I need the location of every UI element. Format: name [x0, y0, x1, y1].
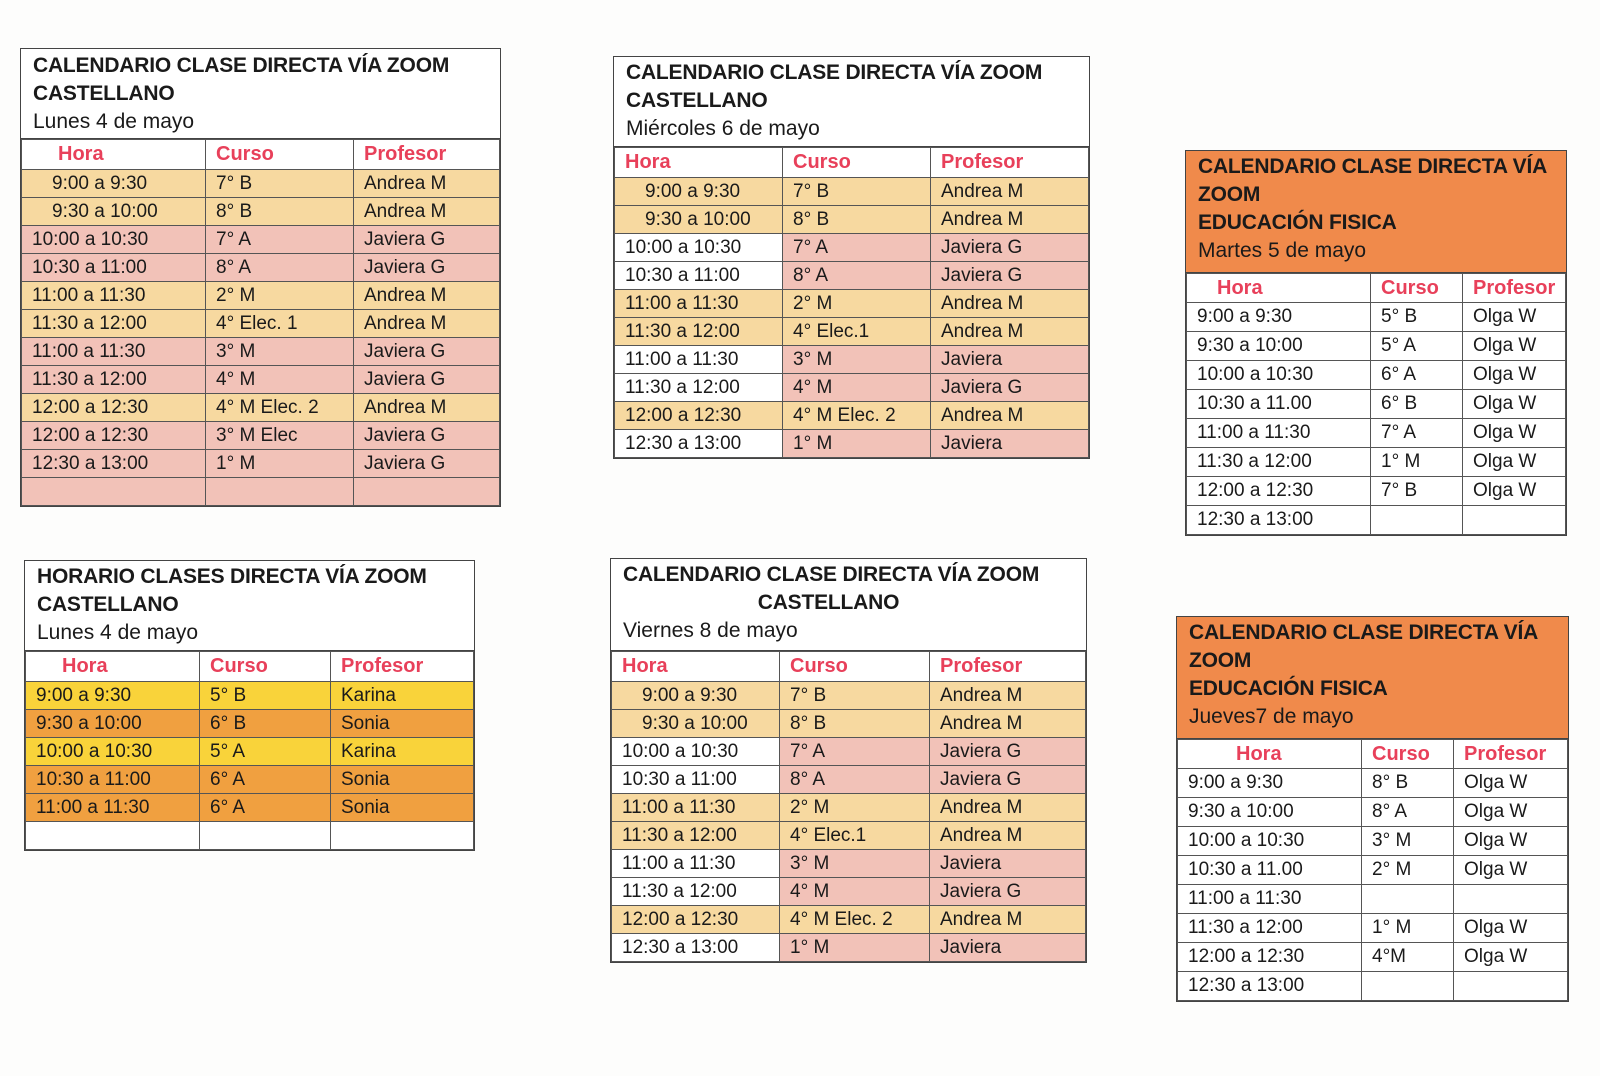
cell-curso: 8° B: [783, 206, 931, 234]
cell-curso: 4°M: [1362, 943, 1454, 972]
cell-curso: 4° M: [206, 366, 354, 394]
cell-curso: 7° B: [780, 682, 930, 710]
cell-profesor: Andrea M: [930, 794, 1086, 822]
cell-profesor: Andrea M: [930, 682, 1086, 710]
table-row: [22, 254, 500, 282]
table-row: [1187, 419, 1566, 448]
cell-curso: 4° Elec.1: [780, 822, 930, 850]
cell-hora: 12:00 a 12:30: [1187, 477, 1371, 506]
cell-hora: 12:30 a 13:00: [615, 430, 783, 458]
cell-curso: 4° Elec. 1: [206, 310, 354, 338]
cell-profesor: Javiera G: [354, 366, 500, 394]
cell-profesor: Javiera G: [930, 878, 1086, 906]
cell-profesor: Andrea M: [354, 282, 500, 310]
header-profesor: Profesor: [354, 140, 500, 170]
header-hora: Hora: [26, 652, 200, 682]
empty-row: [22, 478, 500, 506]
table-row: [1178, 943, 1568, 972]
cell-profesor: Andrea M: [354, 310, 500, 338]
header-profesor: Profesor: [931, 148, 1089, 178]
cell-profesor: Olga W: [1463, 332, 1566, 361]
card-martes-educacion-fisica: [1185, 150, 1567, 536]
card-header: [21, 49, 500, 139]
card-title: HORARIO CLASES DIRECTA VÍA ZOOM: [37, 565, 427, 588]
cell-curso: 1° M: [780, 934, 930, 962]
cell-hora: 12:00 a 12:30: [22, 422, 206, 450]
cell-profesor: Javiera G: [354, 254, 500, 282]
table-row: [22, 422, 500, 450]
header-hora: Hora: [612, 652, 780, 682]
cell-profesor: Olga W: [1463, 477, 1566, 506]
card-date: Martes 5 de mayo: [1198, 239, 1367, 262]
cell-curso: 3° M: [780, 850, 930, 878]
cell-curso: 3° M Elec: [206, 422, 354, 450]
cell-profesor: Sonia: [331, 766, 474, 794]
cell-curso: 6° A: [200, 794, 331, 822]
header-curso: Curso: [200, 652, 331, 682]
cell-profesor: Javiera G: [930, 766, 1086, 794]
cell-profesor: Sonia: [331, 710, 474, 738]
header-hora: Hora: [1178, 740, 1362, 769]
cell-profesor: Olga W: [1463, 448, 1566, 477]
cell-hora: 12:00 a 12:30: [22, 394, 206, 422]
cell-curso: 1° M: [1362, 914, 1454, 943]
cell-curso: 7° B: [1371, 477, 1463, 506]
cell-profesor: Javiera: [930, 934, 1086, 962]
table-row: [26, 682, 474, 710]
cell-profesor: Javiera G: [354, 450, 500, 478]
cell-hora: 11:30 a 12:00: [612, 878, 780, 906]
cell-hora: 9:00 a 9:30: [1178, 769, 1362, 798]
card-jueves-educacion-fisica: [1176, 616, 1569, 1002]
table-row: [615, 402, 1089, 430]
cell-hora: 11:00 a 11:30: [26, 794, 200, 822]
cell-profesor: Javiera G: [354, 422, 500, 450]
cell-curso: 6° A: [1371, 361, 1463, 390]
cell-profesor: Olga W: [1454, 798, 1568, 827]
cell-profesor: Olga W: [1463, 390, 1566, 419]
cell-hora: 11:30 a 12:00: [1178, 914, 1362, 943]
table-row: [612, 850, 1086, 878]
table-row: [22, 338, 500, 366]
cell-profesor: Andrea M: [930, 906, 1086, 934]
cell-curso: 2° M: [1362, 856, 1454, 885]
table-row: [615, 430, 1089, 458]
cell-hora: 11:30 a 12:00: [612, 822, 780, 850]
cell-hora: 9:30 a 10:00: [1178, 798, 1362, 827]
table-row: [1178, 856, 1568, 885]
cell-profesor: Andrea M: [931, 290, 1089, 318]
cell-hora: 12:00 a 12:30: [615, 402, 783, 430]
card-date: Lunes 4 de mayo: [33, 110, 195, 133]
cell-hora: 9:00 a 9:30: [615, 178, 783, 206]
card-subject: CASTELLANO: [757, 591, 900, 614]
cell-curso: 3° M: [783, 346, 931, 374]
cell-profesor: Javiera G: [931, 234, 1089, 262]
cell-hora: 10:00 a 10:30: [26, 738, 200, 766]
schedule-table: [1177, 739, 1568, 1001]
cell-curso: 5° A: [200, 738, 331, 766]
cell-curso: 8° A: [1362, 798, 1454, 827]
cell-profesor: Andrea M: [931, 318, 1089, 346]
cell-hora: 11:00 a 11:30: [1187, 419, 1371, 448]
table-row: [1187, 390, 1566, 419]
card-title-cont: ZOOM: [1198, 183, 1261, 206]
cell-profesor: Olga W: [1454, 914, 1568, 943]
table-row: [1187, 448, 1566, 477]
cell-curso: 5° B: [200, 682, 331, 710]
table-row: [1178, 798, 1568, 827]
table-row: [1187, 303, 1566, 332]
table-row: [612, 794, 1086, 822]
cell-curso: 2° M: [206, 282, 354, 310]
cell-hora: 9:00 a 9:30: [22, 170, 206, 198]
cell-hora: 10:00 a 10:30: [1178, 827, 1362, 856]
cell-hora: 11:30 a 12:00: [22, 366, 206, 394]
cell-hora: 11:30 a 12:00: [22, 310, 206, 338]
cell-hora: 11:00 a 11:30: [1178, 885, 1362, 914]
cell-hora: 10:00 a 10:30: [615, 234, 783, 262]
cell-curso: 4° M Elec. 2: [783, 402, 931, 430]
cell-hora: 12:30 a 13:00: [22, 450, 206, 478]
table-row: [1178, 914, 1568, 943]
cell-curso: 2° M: [780, 794, 930, 822]
cell-curso: 8° B: [780, 710, 930, 738]
cell-profesor: Olga W: [1454, 769, 1568, 798]
cell-profesor: Sonia: [331, 794, 474, 822]
card-date: Miércoles 6 de mayo: [626, 117, 820, 140]
cell-hora: 10:30 a 11.00: [1187, 390, 1371, 419]
header-profesor: Profesor: [1463, 274, 1566, 303]
card-header: [1177, 617, 1568, 739]
table-row: [22, 310, 500, 338]
schedule-table: [611, 651, 1086, 962]
header-row: [1187, 274, 1566, 303]
header-curso: Curso: [206, 140, 354, 170]
cell-profesor: Andrea M: [354, 198, 500, 226]
cell-curso: 1° M: [783, 430, 931, 458]
cell-profesor: Olga W: [1463, 419, 1566, 448]
cell-profesor: Javiera G: [931, 374, 1089, 402]
table-row: [26, 794, 474, 822]
table-row: [1178, 769, 1568, 798]
table-row: [26, 710, 474, 738]
card-viernes-castellano: [610, 558, 1087, 963]
cell-profesor: Javiera G: [354, 226, 500, 254]
cell-hora: 9:00 a 9:30: [612, 682, 780, 710]
cell-curso: 6° B: [200, 710, 331, 738]
header-profesor: Profesor: [1454, 740, 1568, 769]
cell-hora: 11:00 a 11:30: [612, 850, 780, 878]
cell-curso: 4° M Elec. 2: [206, 394, 354, 422]
cell-hora: 10:00 a 10:30: [22, 226, 206, 254]
cell-hora: 10:30 a 11:00: [26, 766, 200, 794]
cell-profesor: Andrea M: [931, 206, 1089, 234]
cell-hora: 11:00 a 11:30: [612, 794, 780, 822]
cell-hora: 12:30 a 13:00: [1178, 972, 1362, 1001]
cell-curso: 4° M: [783, 374, 931, 402]
table-row: [26, 766, 474, 794]
card-horario-castellano: [24, 560, 475, 851]
table-row: [612, 682, 1086, 710]
table-row: [1187, 477, 1566, 506]
cell-hora: 9:00 a 9:30: [1187, 303, 1371, 332]
cell-hora: 11:00 a 11:30: [615, 346, 783, 374]
table-row: [612, 822, 1086, 850]
cell-curso: 4° M: [780, 878, 930, 906]
cell-hora: 12:00 a 12:30: [612, 906, 780, 934]
table-row: [615, 262, 1089, 290]
cell-hora: 10:30 a 11:00: [22, 254, 206, 282]
cell-hora: 9:30 a 10:00: [22, 198, 206, 226]
cell-curso: 1° M: [1371, 448, 1463, 477]
card-date: Jueves7 de mayo: [1189, 705, 1354, 728]
table-row: [22, 198, 500, 226]
card-miercoles-castellano: [613, 56, 1090, 459]
cell-curso: 7° B: [206, 170, 354, 198]
header-hora: Hora: [22, 140, 206, 170]
cell-curso: 5° B: [1371, 303, 1463, 332]
cell-hora: 10:30 a 11:00: [615, 262, 783, 290]
schedule-table: [614, 147, 1089, 458]
cell-profesor: Andrea M: [930, 822, 1086, 850]
cell-curso: 3° M: [1362, 827, 1454, 856]
table-row: [615, 234, 1089, 262]
cell-profesor: Javiera G: [354, 338, 500, 366]
card-header: [611, 559, 1086, 651]
table-row: [26, 738, 474, 766]
table-row: [1178, 972, 1568, 1001]
cell-profesor: [1454, 972, 1568, 1001]
cell-hora: 10:30 a 11:00: [612, 766, 780, 794]
card-header: [1186, 151, 1566, 273]
cell-profesor: Javiera: [931, 430, 1089, 458]
header-profesor: Profesor: [331, 652, 474, 682]
card-title: CALENDARIO CLASE DIRECTA VÍA ZOOM: [33, 54, 450, 77]
table-row: [22, 366, 500, 394]
header-row: [612, 652, 1086, 682]
card-subject: EDUCACIÓN FISICA: [1198, 211, 1397, 234]
card-title: CALENDARIO CLASE DIRECTA VÍA ZOOM: [623, 563, 1040, 586]
cell-profesor: Olga W: [1463, 303, 1566, 332]
cell-hora: 9:30 a 10:00: [612, 710, 780, 738]
empty-row: [26, 822, 474, 850]
cell-hora: 10:00 a 10:30: [1187, 361, 1371, 390]
cell-hora: 12:30 a 13:00: [1187, 506, 1371, 535]
cell-curso: 8° B: [206, 198, 354, 226]
header-curso: Curso: [780, 652, 930, 682]
cell-curso: 8° A: [783, 262, 931, 290]
cell-hora: 11:00 a 11:30: [22, 282, 206, 310]
header-row: [1178, 740, 1568, 769]
table-row: [612, 710, 1086, 738]
cell-hora: 12:00 a 12:30: [1178, 943, 1362, 972]
cell-curso: 2° M: [783, 290, 931, 318]
table-row: [612, 934, 1086, 962]
table-row: [612, 738, 1086, 766]
card-date: Viernes 8 de mayo: [623, 619, 798, 642]
cell-profesor: Andrea M: [931, 178, 1089, 206]
table-row: [1187, 506, 1566, 535]
table-row: [1187, 332, 1566, 361]
cell-hora: 11:30 a 12:00: [615, 374, 783, 402]
schedule-table: [1186, 273, 1566, 535]
cell-profesor: Olga W: [1463, 361, 1566, 390]
cell-curso: 8° A: [780, 766, 930, 794]
cell-hora: 11:30 a 12:00: [615, 318, 783, 346]
cell-profesor: Javiera G: [931, 262, 1089, 290]
cell-profesor: Andrea M: [354, 170, 500, 198]
cell-curso: 4° Elec.1: [783, 318, 931, 346]
cell-hora: 9:30 a 10:00: [615, 206, 783, 234]
header-curso: Curso: [1362, 740, 1454, 769]
cell-profesor: Olga W: [1454, 827, 1568, 856]
cell-hora: 11:00 a 11:30: [22, 338, 206, 366]
schedule-table: [21, 139, 500, 506]
cell-curso: 8° A: [206, 254, 354, 282]
cell-profesor: Javiera G: [930, 738, 1086, 766]
cell-curso: 6° B: [1371, 390, 1463, 419]
cell-profesor: Andrea M: [931, 402, 1089, 430]
cell-profesor: [1463, 506, 1566, 535]
table-row: [1178, 827, 1568, 856]
header-row: [615, 148, 1089, 178]
card-lunes-castellano: [20, 48, 501, 507]
cell-curso: 7° B: [783, 178, 931, 206]
header-curso: Curso: [1371, 274, 1463, 303]
cell-curso: [1371, 506, 1463, 535]
cell-curso: 5° A: [1371, 332, 1463, 361]
table-row: [612, 906, 1086, 934]
table-row: [615, 290, 1089, 318]
card-subject: CASTELLANO: [37, 593, 179, 616]
cell-profesor: Andrea M: [354, 394, 500, 422]
table-row: [615, 206, 1089, 234]
cell-profesor: Karina: [331, 738, 474, 766]
card-subject: EDUCACIÓN FISICA: [1189, 677, 1388, 700]
table-row: [22, 450, 500, 478]
table-row: [615, 178, 1089, 206]
cell-hora: 9:30 a 10:00: [26, 710, 200, 738]
cell-hora: 9:00 a 9:30: [26, 682, 200, 710]
header-profesor: Profesor: [930, 652, 1086, 682]
table-row: [22, 282, 500, 310]
card-subject: CASTELLANO: [626, 89, 768, 112]
cell-hora: 12:30 a 13:00: [612, 934, 780, 962]
card-header: [614, 57, 1089, 147]
schedule-table: [25, 651, 474, 850]
card-header: [25, 561, 474, 651]
cell-hora: 9:30 a 10:00: [1187, 332, 1371, 361]
card-title: CALENDARIO CLASE DIRECTA VÍA: [1189, 621, 1539, 644]
card-date: Lunes 4 de mayo: [37, 621, 199, 644]
cell-hora: 11:00 a 11:30: [615, 290, 783, 318]
table-row: [22, 394, 500, 422]
cell-curso: [1362, 972, 1454, 1001]
cell-curso: 6° A: [200, 766, 331, 794]
card-title-cont: ZOOM: [1189, 649, 1252, 672]
cell-curso: 7° A: [206, 226, 354, 254]
table-row: [1178, 885, 1568, 914]
table-row: [612, 766, 1086, 794]
table-row: [615, 374, 1089, 402]
card-subject: CASTELLANO: [33, 82, 175, 105]
cell-curso: 7° A: [780, 738, 930, 766]
cell-hora: 10:00 a 10:30: [612, 738, 780, 766]
cell-profesor: Javiera: [931, 346, 1089, 374]
table-row: [612, 878, 1086, 906]
cell-curso: 1° M: [206, 450, 354, 478]
cell-curso: 8° B: [1362, 769, 1454, 798]
cell-curso: 7° A: [1371, 419, 1463, 448]
header-hora: Hora: [615, 148, 783, 178]
cell-hora: 11:30 a 12:00: [1187, 448, 1371, 477]
cell-curso: 7° A: [783, 234, 931, 262]
header-hora: Hora: [1187, 274, 1371, 303]
header-row: [26, 652, 474, 682]
table-row: [615, 346, 1089, 374]
cell-curso: [1362, 885, 1454, 914]
cell-hora: 10:30 a 11.00: [1178, 856, 1362, 885]
cell-profesor: Olga W: [1454, 856, 1568, 885]
card-title: CALENDARIO CLASE DIRECTA VÍA ZOOM: [626, 61, 1043, 84]
cell-profesor: Javiera: [930, 850, 1086, 878]
header-row: [22, 140, 500, 170]
table-row: [22, 226, 500, 254]
table-row: [22, 170, 500, 198]
card-title: CALENDARIO CLASE DIRECTA VÍA: [1198, 155, 1548, 178]
cell-curso: 3° M: [206, 338, 354, 366]
header-curso: Curso: [783, 148, 931, 178]
table-row: [615, 318, 1089, 346]
cell-profesor: [1454, 885, 1568, 914]
cell-profesor: Andrea M: [930, 710, 1086, 738]
table-row: [1187, 361, 1566, 390]
cell-curso: 4° M Elec. 2: [780, 906, 930, 934]
cell-profesor: Karina: [331, 682, 474, 710]
cell-profesor: Olga W: [1454, 943, 1568, 972]
